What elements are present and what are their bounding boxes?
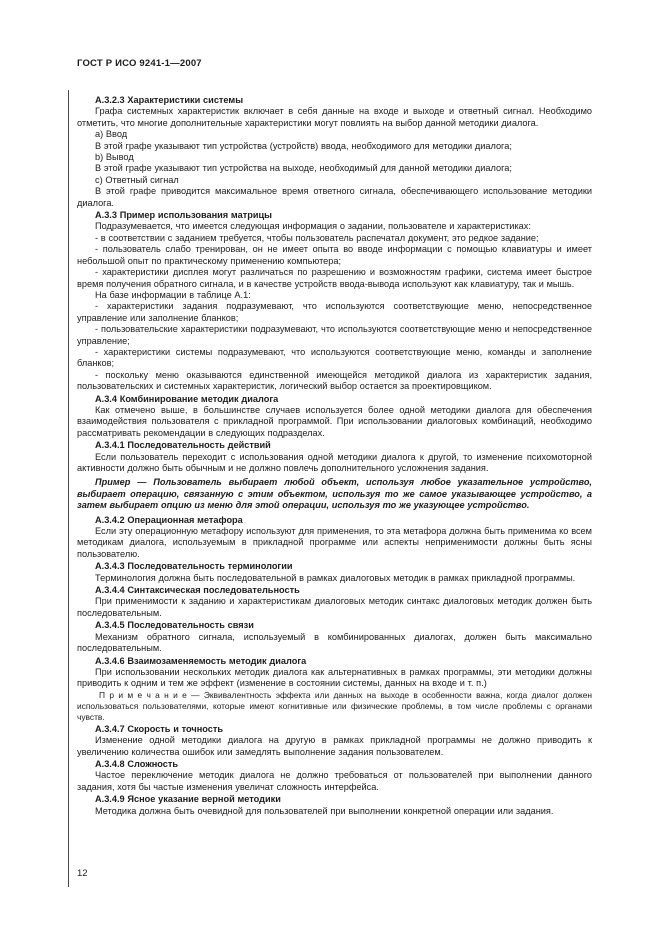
paragraph: Изменение одной методики диалога на другую в рамках прикладной программы не должно приводить к увеличению количества ошибок или замедлять выполнение задания пользователем. (77, 735, 592, 757)
section-heading: А.3.4.6 Взаимозаменяемость методик диалога (95, 655, 307, 666)
document-content (77, 94, 592, 817)
paragraph: В этой графе указывают тип устройства (устройств) ввода, необходимого для методики диалога; (95, 140, 512, 151)
paragraph: Если эту операционную метафору используют для применения, то эта метафора должна быть применима ко всем методикам диалога, используемым в прикладной программе или аспекты неприменимости должны быть ясны пользователю. (77, 526, 592, 559)
example-paragraph: Пример — Пользователь выбирает любой объект, используя любое указательное устройство, выбирает операцию, связанную с этим объектом, используя то же самое указывающее устройство, а затем выбирает опцию из меню для этой операции, используя то же указующее устройство. (77, 477, 592, 511)
document-header: ГОСТ Р ИСО 9241-1—2007 (77, 58, 202, 69)
section-heading: А.3.4.4 Синтаксическая последовательность (95, 585, 300, 596)
paragraph: - характеристики задания подразумевают, что используются соответствующие меню, непосредственное управление или заполнение бланков; (77, 301, 592, 323)
paragraph: На базе информации в таблице А.1: (95, 289, 251, 300)
note-paragraph: П р и м е ч а н и е — Эквивалентность эффекта или данных на выходе в особенности важна, когда диалог должен использоваться пользователями, которые имеют когнитивные или физические проблемы, в том числе проблемы с органами чувств. (77, 689, 592, 722)
section-heading: А.3.4.5 Последовательность связи (95, 620, 254, 631)
paragraph: - характеристики дисплея могут различаться по разрешению и возможностям графики, система имеет быстрое время получения обратного сигнала, и в качестве устройств ввода-вывода используют как клавиатуру, так и мышь. (77, 267, 592, 289)
paragraph: b) Вывод (95, 152, 134, 163)
margin-rule (68, 90, 69, 887)
paragraph: с) Ответный сигнал (95, 174, 179, 185)
section-heading: А.3.4.9 Ясное указание верной методики (95, 794, 281, 805)
paragraph: - в соответствии с заданием требуется, чтобы пользователь распечатал документ, это редкое задание; (95, 232, 539, 243)
paragraph: - характеристики системы подразумевают, что используются соответствующие меню, команды и заполнение бланков; (77, 346, 592, 369)
paragraph: Графа системных характеристик включает в себя данные на входе и выходе и ответный сигнал. Необходимо отметить, что многие дополнительные характеристики могут повлиять на выбор данной методики диалога. (77, 106, 592, 128)
section-heading: А.3.3 Пример использования матрицы (95, 210, 272, 221)
paragraph: - пользовательские характеристики подразумевают, что используются соответствующие меню и непосредственное управление; (77, 324, 592, 346)
paragraph: а) Ввод (95, 129, 128, 140)
section-heading: А.3.4.1 Последовательность действий (95, 440, 271, 451)
section-heading: А.3.4.2 Операционная метафора (95, 514, 243, 525)
paragraph: При использовании нескольких методик диалога как альтернативных в рамках программы, эти методики должны приводить к одним и тем же эффект (изменение в состоянии системы, данных на входе и т. п.) (77, 666, 592, 689)
paragraph: Методика должна быть очевидной для пользователей при выполнении конкретной операции или задания. (95, 805, 554, 816)
paragraph: При применимости к заданию и характеристикам диалоговых методик синтакс диалоговых методик должен быть последовательным. (77, 596, 592, 618)
section-heading: А.3.4.7 Скорость и точность (95, 723, 224, 734)
section-heading: А.3.2.3 Характеристики системы (95, 95, 244, 105)
paragraph: Если пользователь переходит с использования одной методики диалога к другой, то изменение психомоторной активности должно быть обычным и не должно повлечь дополнительного усложнения задания. (77, 451, 592, 473)
paragraph: - пользователь слабо тренирован, он не имеет опыта во вводе информации с помощью клавиатуры и имеет небольшой опыт по практическому применению компьютера; (77, 244, 592, 266)
paragraph: Как отмечено выше, в большинстве случаев используется более одной методики диалога для обеспечения взаимодействия пользователя с прикладной программой. При использовании диалоговых комбинаций, необходимо рассматривать рекомендации в следующих подразделах. (77, 404, 592, 438)
section-heading: А.3.4.3 Последовательность терминологии (95, 561, 293, 572)
paragraph: Подразумевается, что имеется следующая информация о задании, пользователе и характеристиках: (95, 221, 531, 232)
paragraph: Терминология должна быть последовательной в рамках диалоговых методик в рамках прикладной программы. (95, 572, 576, 583)
paragraph: - поскольку меню оказываются единственной имеющейся методикой диалога из характеристик задания, пользовательских и системных характеристик, логический выбор остается за проектировщиком. (77, 369, 592, 392)
paragraph: Частое переключение методик диалога не должно требоваться от пользователей при выполнении данного задания, хотя бы частые изменения увеличат сложность интерфейса. (77, 770, 592, 792)
paragraph: Механизм обратного сигнала, используемый в комбинированных диалогах, должен быть максимально последовательным. (77, 631, 592, 654)
page-number: 12 (77, 868, 88, 879)
section-heading: А.3.4 Комбинирование методик диалога (95, 393, 279, 404)
paragraph: В этой графе указывают тип устройства на выходе, необходимый для данной методики диалога; (95, 163, 512, 174)
paragraph: В этой графе приводится максимальное время ответного сигнала, обеспечивающего использование методики диалога. (77, 186, 592, 208)
section-heading: А.3.4.8 Сложность (95, 758, 179, 769)
